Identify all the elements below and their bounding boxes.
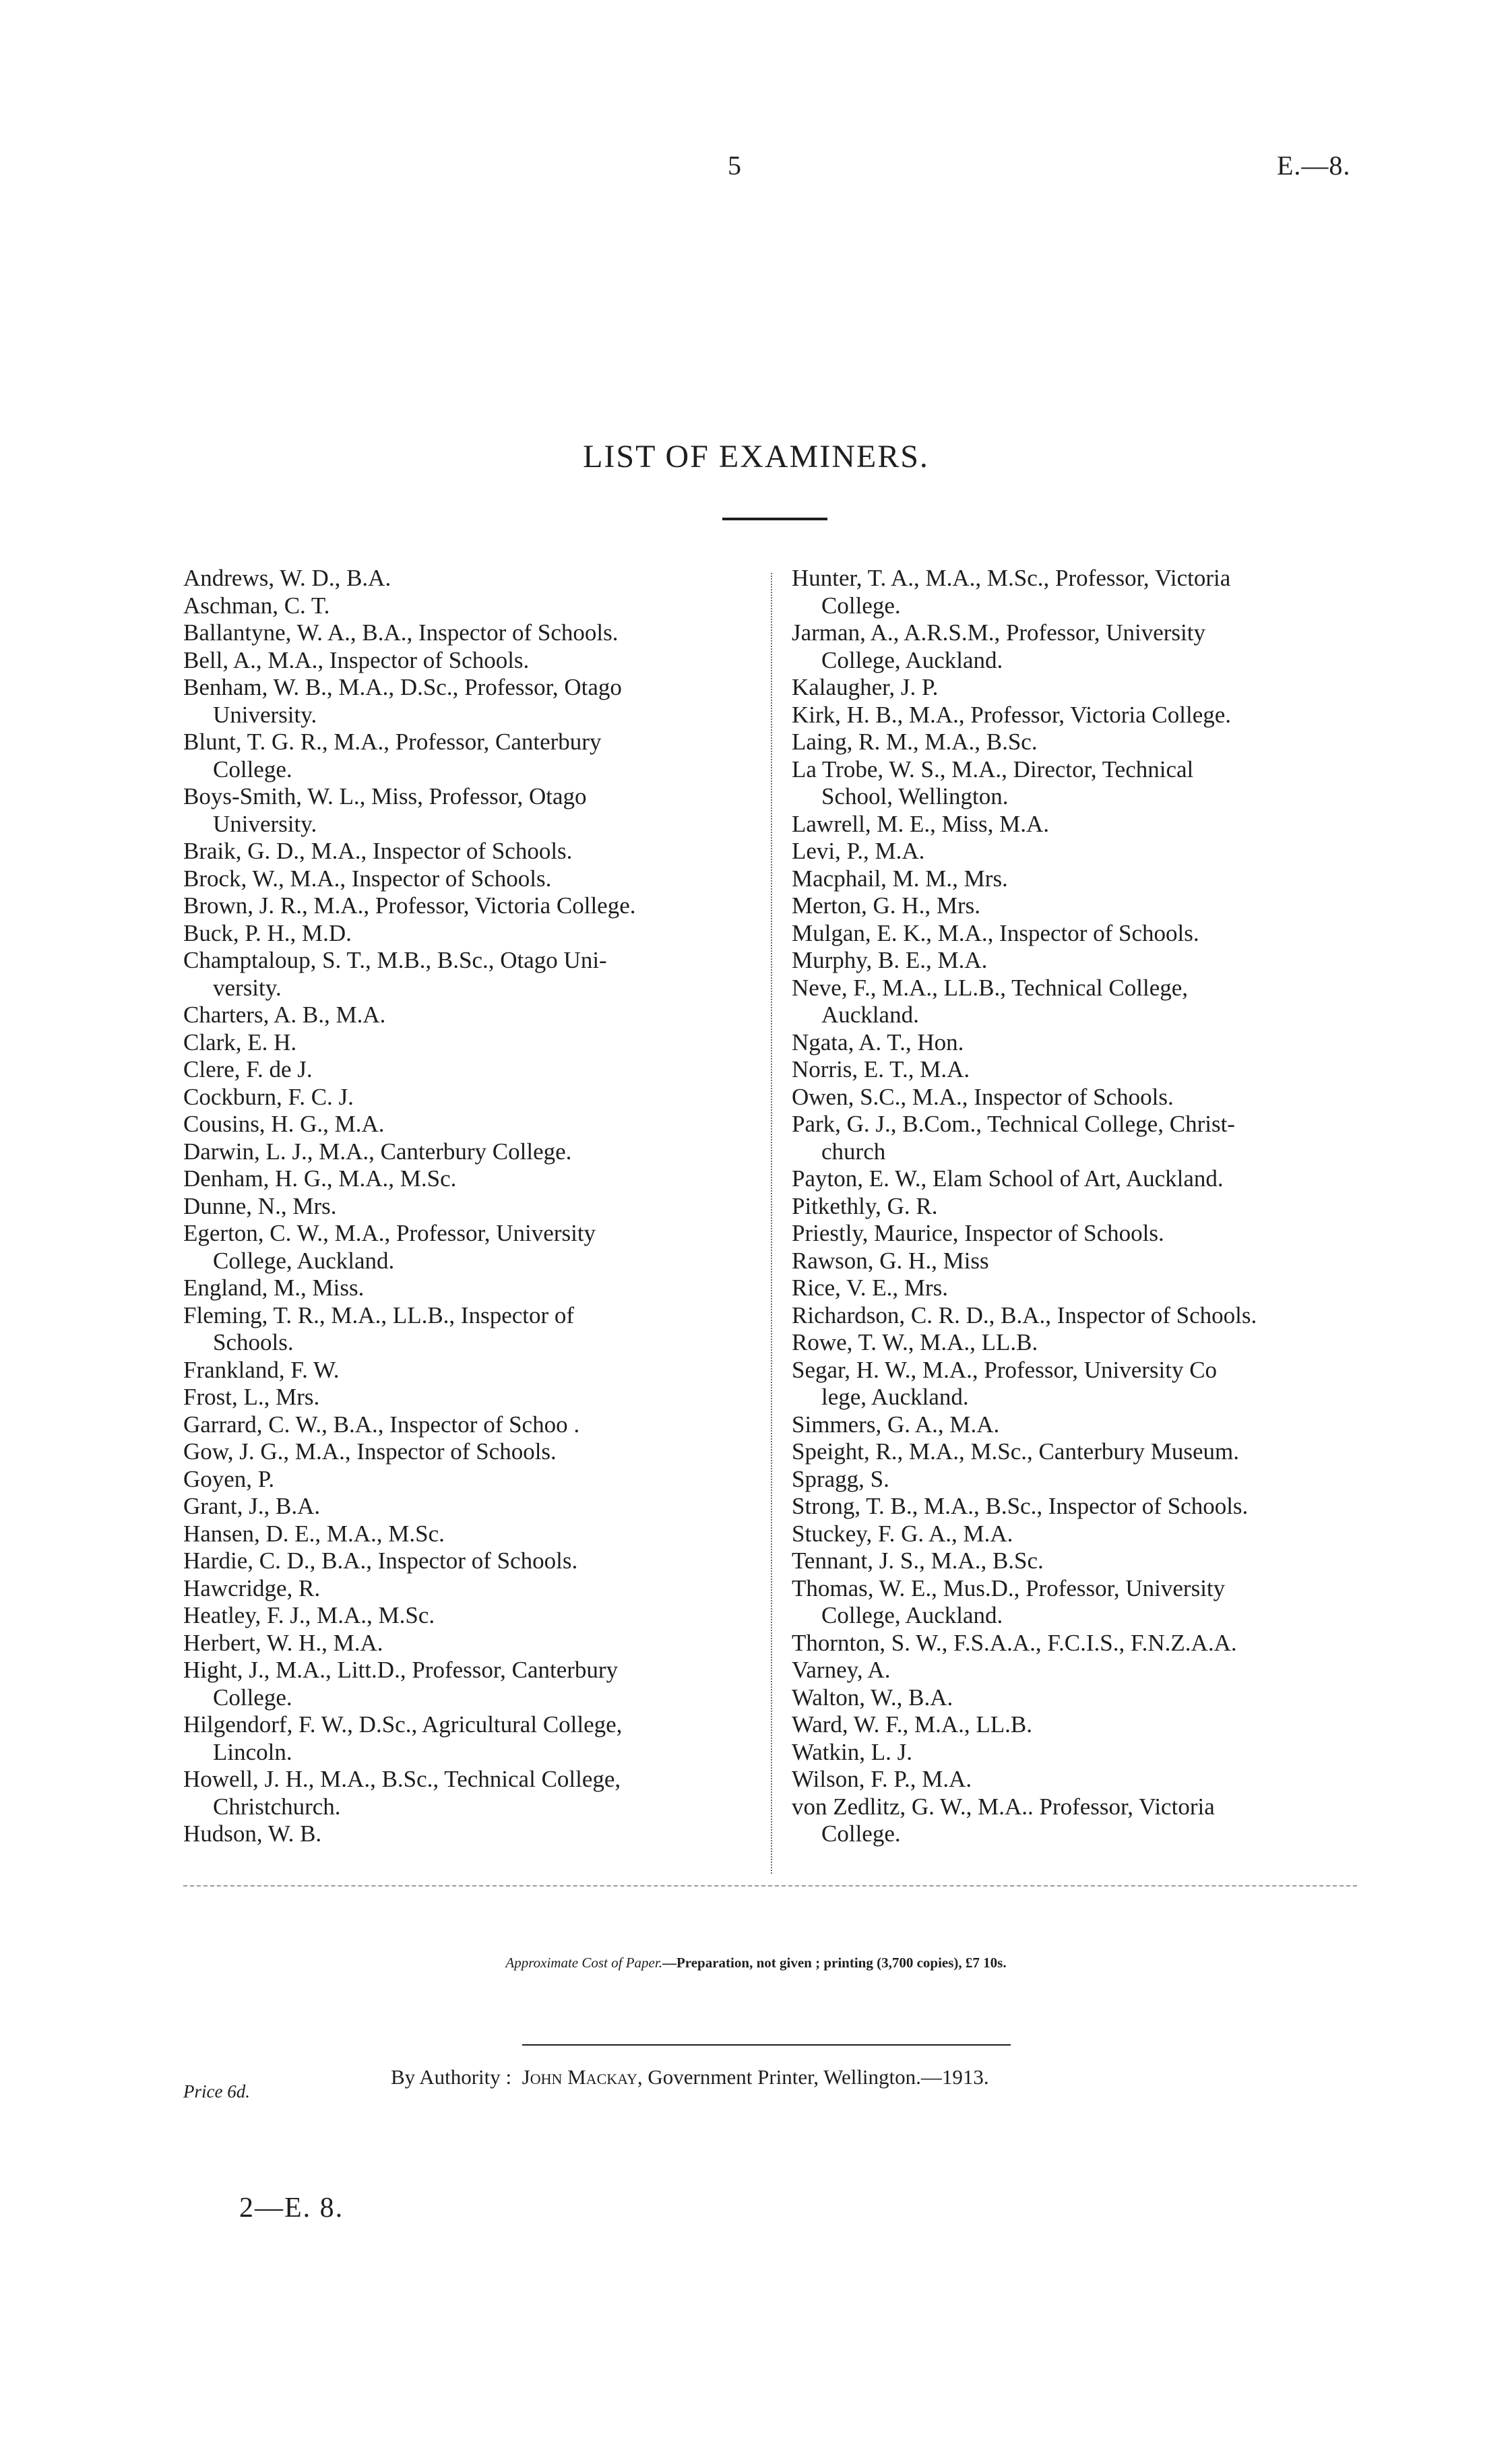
examiner-entry [183,1384,753,1411]
examiner-entry [792,1493,1368,1521]
examiner-entry [792,702,1368,729]
examiner-name-line: Varney, A. [792,1657,891,1683]
examiner-entry [792,1547,1368,1575]
examiner-name-line: Heatley, F. J., M.A., M.Sc. [183,1602,435,1628]
examiner-name-line: Grant, J., B.A. [183,1493,321,1519]
examiner-entry [183,1220,753,1275]
examiner-name-line: Denham, H. G., M.A., M.Sc. [183,1165,457,1192]
examiner-entry [183,783,753,838]
examiner-name-line: Mulgan, E. K., M.A., Inspector of Schools. [792,919,1199,946]
examiner-name-line: Pitkethly, G. R. [792,1192,938,1219]
examiner-entry [183,1411,753,1439]
examiner-continuation-line: College. [213,1684,292,1711]
examiner-name-line: Tennant, J. S., M.A., B.Sc. [792,1547,1044,1574]
examiner-entry [183,1275,753,1302]
examiner-entry [183,1602,753,1630]
examiner-entry [792,811,1368,838]
examiner-entry [183,1357,753,1384]
examiner-name-line: Ballantyne, W. A., B.A., Inspector of Schools. [183,619,619,646]
examiner-name-line: Thornton, S. W., F.S.A.A., F.C.I.S., F.N.Z.A.A. [792,1629,1237,1656]
examiner-entry [183,1766,753,1820]
examiner-continuation-line: versity. [213,974,282,1001]
examiner-name-line: Hawcridge, R. [183,1574,321,1601]
examiner-name-line: Clark, E. H. [183,1029,297,1055]
examiner-continuation-line: Christchurch. [213,1793,341,1820]
examiner-name-line: Wilson, F. P., M.A. [792,1766,972,1792]
examiner-name-line: Andrews, W. D., B.A. [183,565,391,591]
examiner-name-line: Levi, P., M.A. [792,838,925,864]
examiner-continuation-line: Lincoln. [213,1738,292,1765]
examiner-name-line: Goyen, P. [183,1465,275,1492]
examiner-name-line: Frost, L., Mrs. [183,1384,320,1410]
examiner-entry [792,975,1368,1029]
examiner-name-line: Jarman, A., A.R.S.M., Professor, University [792,619,1206,646]
examiner-name-line: Rice, V. E., Mrs. [792,1275,949,1301]
page-number: 5 [728,150,741,181]
examiner-entry [792,920,1368,948]
examiner-entry [792,1630,1368,1657]
examiner-name-line: Champtaloup, S. T., M.B., B.Sc., Otago Uni- [183,947,607,973]
examiner-entry [183,592,753,620]
examiner-entry [183,1084,753,1111]
examiner-continuation-line: College, Auckland. [821,1602,1003,1628]
examiner-entry [183,1547,753,1575]
examiner-entry [183,1657,753,1711]
examiner-entry [183,1466,753,1494]
examiner-entry [183,565,753,592]
examiner-name-line: Park, G. J., B.Com., Technical College, Christ- [792,1111,1235,1137]
examiner-name-line: Blunt, T. G. R., M.A., Professor, Canterbury [183,729,602,755]
examiner-entry [792,1165,1368,1193]
examiner-name-line: Hardie, C. D., B.A., Inspector of Schools. [183,1547,578,1574]
examiner-entry [792,1029,1368,1057]
examiner-continuation-line: College, Auckland. [821,646,1003,673]
examiner-name-line: Hunter, T. A., M.A., M.Sc., Professor, Victoria [792,565,1231,591]
examiner-name-line: Cockburn, F. C. J. [183,1083,354,1110]
examiner-name-line: Walton, W., B.A. [792,1684,953,1711]
examiner-entry [183,1493,753,1521]
examiner-entry [792,1684,1368,1712]
examiner-continuation-line: Schools. [213,1329,294,1355]
examiner-entry [183,865,753,893]
examiner-entry [183,1002,753,1029]
examiner-continuation-line: College. [821,1820,901,1847]
examiner-entry [792,1111,1368,1165]
examiner-name-line: Kalaugher, J. P. [792,674,939,700]
examiner-name-line: Hansen, D. E., M.A., M.Sc. [183,1520,445,1547]
examiner-name-line: Payton, E. W., Elam School of Art, Auckland. [792,1165,1224,1192]
examiner-name-line: Darwin, L. J., M.A., Canterbury College. [183,1138,572,1165]
cost-note-label: Approximate Cost of Paper. [505,1955,662,1971]
printer-imprint [391,2065,989,2089]
examiner-name-line: Brown, J. R., M.A., Professor, Victoria College. [183,892,636,919]
examiner-entry [183,920,753,948]
examiner-entry [183,1029,753,1057]
examiner-entry [792,947,1368,975]
examiner-name-line: Thomas, W. E., Mus.D., Professor, University [792,1574,1226,1601]
examiner-name-line: Braik, G. D., M.A., Inspector of Schools. [183,838,573,864]
examiner-entry [183,1165,753,1193]
examiner-name-line: Richardson, C. R. D., B.A., Inspector of Schools. [792,1301,1257,1328]
examiner-entry [792,1056,1368,1084]
examiner-continuation-line: College. [213,756,292,783]
examiner-entry [792,1193,1368,1221]
examiner-name-line: Speight, R., M.A., M.Sc., Canterbury Museum. [792,1438,1240,1465]
examiner-entry [792,1248,1368,1275]
examiner-entry [792,1357,1368,1411]
examiner-name-line: Murphy, B. E., M.A. [792,947,988,973]
examiner-name-line: Rawson, G. H., Miss [792,1247,989,1274]
examiner-entry [792,619,1368,674]
examiner-entry [183,947,753,1002]
examiner-entry [792,756,1368,811]
examiner-name-line: Bell, A., M.A., Inspector of Schools. [183,646,530,673]
examiner-entry [792,892,1368,920]
examiner-name-line: Norris, E. T., M.A. [792,1056,970,1082]
examiner-entry [792,865,1368,893]
examiner-name-line: Buck, P. H., M.D. [183,919,352,946]
examiner-entry [792,674,1368,702]
examiner-continuation-line: University. [213,701,317,728]
title-rule [722,518,827,520]
examiner-entry [183,647,753,675]
examiner-name-line: Simmers, G. A., M.A. [792,1411,1000,1438]
list-end-rule [183,1885,1357,1887]
cost-note-text: —Preparation, not given ; printing (3,700 copies), £7 10s. [662,1955,1007,1971]
examiner-entry [792,1657,1368,1684]
examiner-name-line: Kirk, H. B., M.A., Professor, Victoria College. [792,701,1232,728]
examiner-name-line: Segar, H. W., M.A., Professor, University Co [792,1356,1218,1383]
examiner-name-line: Rowe, T. W., M.A., LL.B. [792,1329,1038,1355]
imprint-prefix: By Authority : [391,2065,512,2089]
examiner-entry [183,1138,753,1166]
examiner-name-line: von Zedlitz, G. W., M.A.. Professor, Victoria [792,1793,1215,1820]
examiner-entry [183,1630,753,1657]
examiners-right-column [792,565,1368,1848]
price: Price 6d. [183,2081,250,2102]
examiner-name-line: Clere, F. de J. [183,1056,313,1082]
examiner-name-line: Boys-Smith, W. L., Miss, Professor, Otago [183,783,587,809]
examiner-name-line: Ngata, A. T., Hon. [792,1029,964,1055]
examiner-name-line: Owen, S.C., M.A., Inspector of Schools. [792,1083,1174,1110]
examiner-name-line: Spragg, S. [792,1465,889,1492]
examiner-name-line: Hight, J., M.A., Litt.D., Professor, Canterbury [183,1657,619,1683]
examiner-entry [792,1275,1368,1302]
examiner-entry [792,1575,1368,1630]
examiner-name-line: Macphail, M. M., Mrs. [792,865,1008,892]
examiner-name-line: Hudson, W. B. [183,1820,322,1847]
examiner-name-line: Laing, R. M., M.A., B.Sc. [792,729,1038,755]
examiner-entry [183,1111,753,1138]
examiner-entry [792,1329,1368,1357]
examiner-entry [183,1521,753,1548]
examiner-name-line: Stuckey, F. G. A., M.A. [792,1520,1013,1547]
cost-note [0,1955,1512,1971]
examiner-name-line: Egerton, C. W., M.A., Professor, University [183,1220,596,1246]
examiner-name-line: Neve, F., M.A., LL.B., Technical College, [792,974,1189,1001]
examiner-entry [792,1302,1368,1330]
examiner-entry [792,729,1368,756]
examiner-entry [792,1220,1368,1248]
examiners-left-column [183,565,753,1848]
examiner-name-line: La Trobe, W. S., M.A., Director, Technical [792,756,1194,783]
examiner-name-line: Cousins, H. G., M.A. [183,1111,385,1137]
examiner-entry [183,1575,753,1603]
examiner-entry [183,1711,753,1766]
examiner-name-line: Watkin, L. J. [792,1738,912,1765]
examiner-entry [183,1056,753,1084]
examiner-name-line: Ward, W. F., M.A., LL.B. [792,1711,1033,1738]
examiner-continuation-line: College, Auckland. [213,1247,395,1274]
examiner-entry [183,1438,753,1466]
examiner-entry [792,1794,1368,1848]
examiner-entry [183,838,753,865]
examiner-name-line: Lawrell, M. E., Miss, M.A. [792,810,1050,837]
examiner-name-line: England, M., Miss. [183,1275,365,1301]
examiner-name-line: Gow, J. G., M.A., Inspector of Schools. [183,1438,557,1465]
examiner-name-line: Strong, T. B., M.A., B.Sc., Inspector of Schools. [792,1493,1249,1519]
examiner-name-line: Herbert, W. H., M.A. [183,1629,383,1656]
examiner-name-line: Howell, J. H., M.A., B.Sc., Technical College, [183,1766,621,1792]
examiner-name-line: Aschman, C. T. [183,592,330,619]
examiner-entry [792,1411,1368,1439]
footer-reference: 2—E. 8. [239,2193,344,2224]
column-divider [771,573,772,1874]
examiner-entry [183,619,753,647]
printer-rule [522,2044,1011,2046]
examiner-entry [183,892,753,920]
examiner-name-line: Charters, A. B., M.A. [183,1002,386,1028]
examiner-entry [183,729,753,783]
examiner-name-line: Merton, G. H., Mrs. [792,892,980,919]
examiner-entry [792,1739,1368,1767]
document-reference: E.—8. [1277,150,1351,181]
examiner-entry [792,1521,1368,1548]
imprint-suffix: , Government Printer, Wellington.—1913. [637,2065,989,2089]
examiner-entry [792,1438,1368,1466]
examiner-continuation-line: Auckland. [821,1002,919,1028]
examiner-continuation-line: lege, Auckland. [821,1384,969,1410]
examiner-continuation-line: College. [821,592,901,619]
examiner-entry [183,674,753,729]
examiner-entry [792,1766,1368,1794]
examiner-entry [183,1193,753,1221]
examiner-continuation-line: church [821,1138,886,1165]
examiner-name-line: Priestly, Maurice, Inspector of Schools. [792,1220,1164,1246]
page-title: LIST OF EXAMINERS. [583,439,929,474]
examiner-name-line: Frankland, F. W. [183,1356,340,1383]
examiner-name-line: Brock, W., M.A., Inspector of Schools. [183,865,552,892]
examiner-entry [183,1302,753,1357]
examiner-entry [183,1820,753,1848]
examiner-entry [792,838,1368,865]
examiner-entry [792,1711,1368,1739]
examiner-continuation-line: School, Wellington. [821,783,1009,809]
examiner-name-line: Benham, W. B., M.A., D.Sc., Professor, Otago [183,674,622,700]
examiner-entry [792,1084,1368,1111]
examiner-continuation-line: University. [213,810,317,837]
examiner-entry [792,1466,1368,1494]
examiner-name-line: Garrard, C. W., B.A., Inspector of Schoo . [183,1411,580,1438]
examiner-name-line: Hilgendorf, F. W., D.Sc., Agricultural College, [183,1711,623,1738]
examiner-name-line: Fleming, T. R., M.A., LL.B., Inspector of [183,1301,575,1328]
examiner-name-line: Dunne, N., Mrs. [183,1192,337,1219]
printer-name: John Mackay [522,2065,637,2089]
examiner-entry [792,565,1368,619]
